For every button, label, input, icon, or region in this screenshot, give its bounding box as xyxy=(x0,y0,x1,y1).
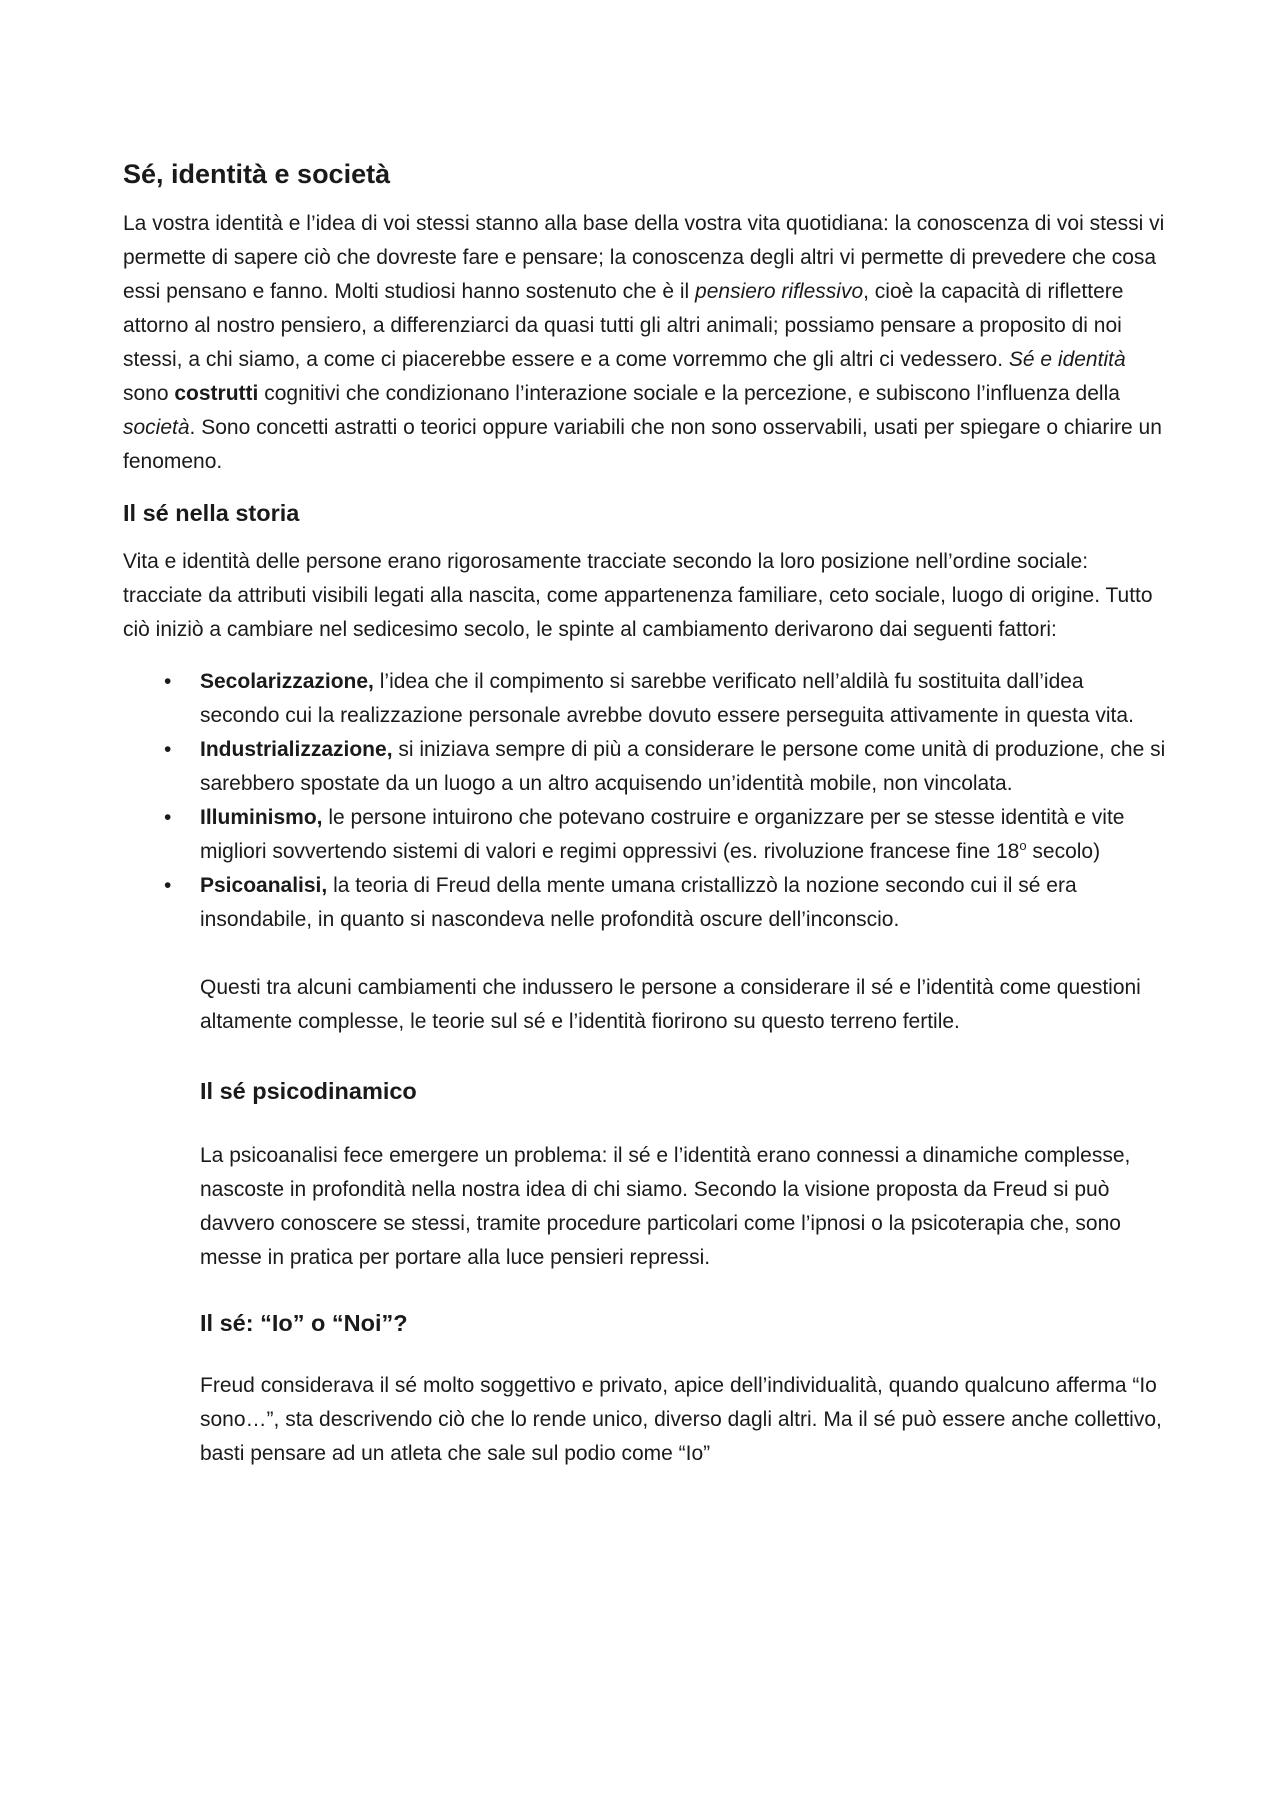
bullet-icon: • xyxy=(164,738,172,761)
bullet-icon: • xyxy=(164,670,172,693)
intro-emphasis-2: Sé e identità xyxy=(1008,348,1126,371)
list-item-term: Industrializzazione, xyxy=(200,738,393,761)
document-body xyxy=(123,153,1168,1487)
intro-text-1: La vostra identità e l’idea di voi stessi stanno alla base della vostra vita quotidiana: la conoscenza di voi stessi vi permette di sapere ciò che dovreste fare e pensare; la conoscenza degli altri vi permette di prevedere che cosa essi pensano e fanno. Molti studiosi hanno sostenuto che è il xyxy=(123,212,1165,303)
intro-text-4: cognitivi che condizionano l’interazione sociale e la percezione, e subiscono l’influenza della xyxy=(258,382,1120,405)
list-item-tail: secolo) xyxy=(1026,840,1101,863)
section-heading-psychodynamic: Il sé psicodinamico xyxy=(200,1078,417,1104)
history-closing-paragraph: Questi tra alcuni cambiamenti che indussero le persone a considerare il sé e l’identità come questioni altamente complesse, le teorie sul sé e l’identità fiorirono su questo terreno fertile. xyxy=(200,976,1141,1033)
psychodynamic-paragraph: La psicoanalisi fece emergere un problema: il sé e l’identità erano connessi a dinamiche complesse, nascoste in profondità nella nostra idea di chi siamo. Secondo la visione proposta da Freud si può davvero conoscere se stessi, tramite procedure particolari come l’ipnosi o la psicoterapia che, sono messe in pratica per portare alla luce pensieri repressi. xyxy=(200,1144,1131,1269)
list-item xyxy=(164,733,1168,801)
intro-strong-1: costrutti xyxy=(174,382,259,405)
io-noi-paragraph: Freud considerava il sé molto soggettivo e privato, apice dell’individualità, quando qualcuno afferma “Io sono…”, sta descrivendo ciò che lo rende unico, diverso dagli altri. Ma il sé può essere anche collettivo, basti pensare ad un atleta che sale sul podio come “Io” xyxy=(200,1374,1162,1465)
intro-emphasis-3: società xyxy=(123,416,190,439)
list-item-text: la teoria di Freud della mente umana cristallizzò la nozione secondo cui il sé era insondabile, in quanto si nascondeva nelle profondità oscure dell’inconscio. xyxy=(200,874,1077,931)
intro-paragraph xyxy=(123,207,1168,479)
bullet-icon: • xyxy=(164,806,172,829)
list-item-text: l’idea che il compimento si sarebbe verificato nell’aldilà fu sostituita dall’idea secondo cui la realizzazione personale avrebbe dovuto essere perseguita attivamente in questa vita. xyxy=(200,670,1134,727)
intro-text-2: , cioè la capacità di riflettere attorno al nostro pensiero, a differenziarci da quasi tutti gli altri animali; possiamo pensare a proposito di noi stessi, a chi siamo, a come ci piacerebbe essere e a come vorremmo che gli altri ci vedessero. xyxy=(123,280,1124,371)
document-title: Sé, identità e società xyxy=(123,159,391,189)
list-item xyxy=(164,665,1168,733)
list-item-text: le persone intuirono che potevano costruire e organizzare per se stesse identità e vite migliori sovvertendo sistemi di valori e regimi oppressivi (es. rivoluzione francese fine 18 xyxy=(200,806,1125,863)
list-item xyxy=(164,801,1168,869)
list-item-text: si iniziava sempre di più a considerare le persone come unità di produzione, che si sarebbero spostate da un luogo a un altro acquisendo un’identità mobile, non vincolata. xyxy=(200,738,1166,795)
intro-emphasis-1: pensiero riflessivo xyxy=(695,280,864,303)
intro-text-5: . Sono concetti astratti o teorici oppure variabili che non sono osservabili, usati per spiegare o chiarire un fenomeno. xyxy=(123,416,1162,473)
intro-text-3: sono xyxy=(123,382,175,405)
list-item-term: Secolarizzazione, xyxy=(200,670,374,693)
history-paragraph: Vita e identità delle persone erano rigorosamente tracciate secondo la loro posizione nell’ordine sociale: tracciate da attributi visibili legati alla nascita, come appartenenza familiare, ceto sociale, luogo di origine. Tutto ciò iniziò a cambiare nel sedicesimo secolo, le spinte al cambiamento derivarono dai seguenti fattori: xyxy=(123,550,1153,641)
bullet-icon: • xyxy=(164,874,172,897)
list-item-superscript: o xyxy=(1019,838,1027,853)
list-item-term: Psicoanalisi, xyxy=(200,874,328,897)
section-heading-io-noi: Il sé: “Io” o “Noi”? xyxy=(200,1310,408,1336)
section-heading-history: Il sé nella storia xyxy=(123,500,300,526)
factors-list xyxy=(164,665,1168,937)
list-item-term: Illuminismo, xyxy=(200,806,323,829)
list-item xyxy=(164,869,1168,937)
